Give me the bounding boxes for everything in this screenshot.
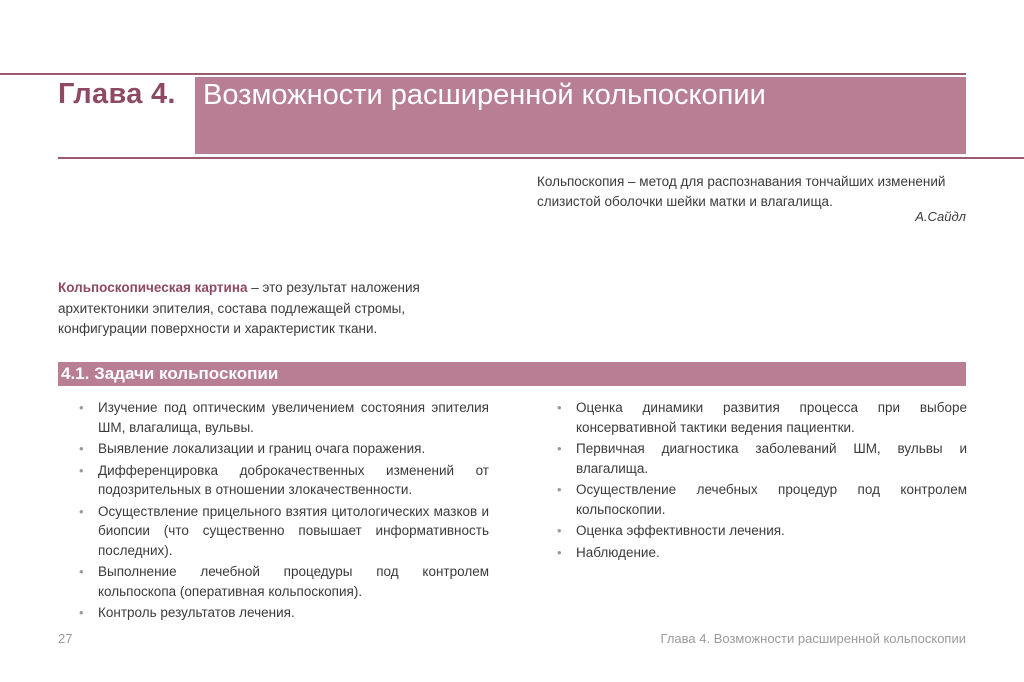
list-item (557, 398, 967, 437)
list-item (557, 521, 967, 541)
list-item (79, 398, 489, 437)
list-item (79, 603, 489, 623)
epigraph-quote: Кольпоскопия – метод для распознавания тончайших изменений слизистой оболочки шейки матки и влагалища. (537, 174, 946, 209)
list-item-text: Осуществление прицельного взятия цитологических мазков и биопсии (что существенно повышает информативность последних). (98, 503, 489, 558)
list-item (557, 480, 967, 519)
definition-term: Кольпоскопическая картина (58, 280, 248, 295)
epigraph-author: А.Сайдл (915, 209, 966, 224)
list-item (557, 439, 967, 478)
list-item-text: Оценка эффективности лечения. (576, 523, 785, 538)
list-item-text: Выполнение лечебной процедуры под контролем кольпоскопа (оперативная кольпоскопия). (98, 564, 489, 599)
bullet-icon: • (557, 523, 562, 538)
list-item (79, 439, 489, 459)
list-item (79, 461, 489, 500)
list-item (79, 562, 489, 601)
list-item-text: Дифференцировка доброкачественных изменений от подозрительных в отношении злокачественности. (98, 462, 489, 497)
bullet-icon: • (557, 482, 562, 497)
bullet-icon: • (79, 462, 84, 478)
bullet-icon: • (557, 544, 562, 560)
list-item-text: Изучение под оптическим увеличением состояния эпителия ШМ, влагалища, вульвы. (98, 400, 489, 435)
definition-text: – это результат наложения архитектоники эпителия, состава подлежащей стромы, конфигурации поверхности и характеристик ткани. (58, 280, 420, 336)
header-top-rule (0, 73, 966, 75)
bullet-icon: • (79, 503, 84, 519)
section-title: 4.1. Задачи кольпоскопии (61, 364, 279, 383)
page-number: 27 (58, 631, 73, 646)
bullet-icon: • (79, 564, 84, 579)
header-bottom-rule (58, 157, 1024, 159)
tasks-list-right (557, 398, 967, 564)
list-item-text: Наблюдение. (576, 544, 660, 560)
list-item-text: Первичная диагностика заболеваний ШМ, вульвы и влагалища. (576, 441, 967, 476)
bullet-icon: • (79, 441, 84, 456)
list-item-text: Оценка динамики развития процесса при выборе консервативной тактики ведения пациентки. (576, 400, 967, 435)
running-footer: Глава 4. Возможности расширенной кольпоскопии (660, 631, 966, 646)
tasks-list-left (79, 398, 489, 625)
bullet-icon: • (557, 441, 562, 456)
bullet-icon: • (557, 400, 562, 415)
list-item (79, 502, 489, 561)
list-item (557, 543, 967, 563)
chapter-title: Возможности расширенной кольпоскопии (203, 79, 766, 111)
list-item-text: Выявление локализации и границ очага поражения. (98, 441, 426, 456)
list-item-text: Контроль результатов лечения. (98, 605, 295, 620)
bullet-icon: • (79, 605, 84, 620)
list-item-text: Осуществление лечебных процедур под контролем кольпоскопии. (576, 482, 967, 517)
chapter-number: Глава 4. (58, 78, 176, 110)
definition-paragraph (58, 278, 494, 340)
bullet-icon: • (79, 400, 84, 415)
